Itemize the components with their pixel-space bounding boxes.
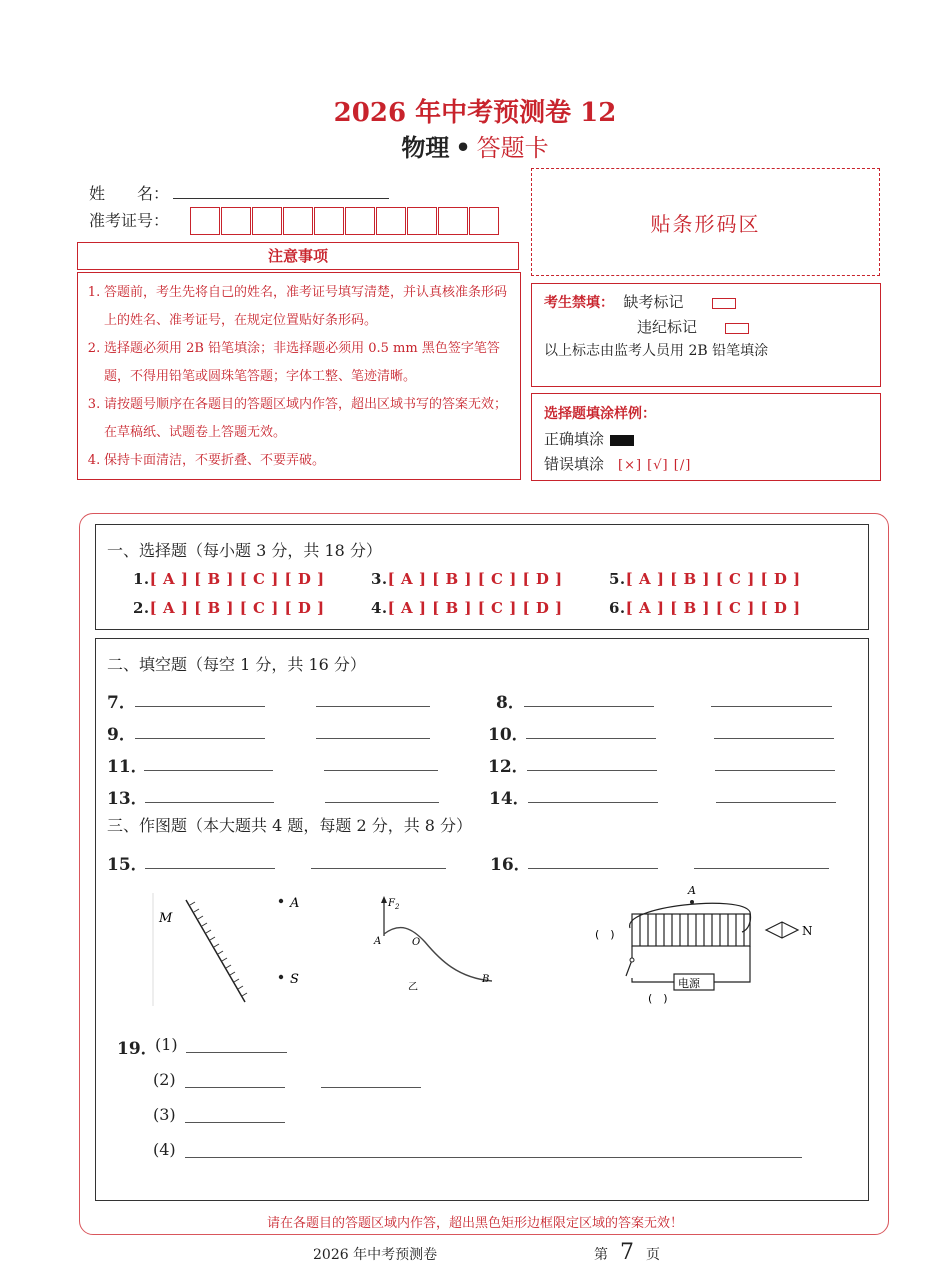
q8-blank1[interactable]: [524, 706, 654, 707]
q9-blank1[interactable]: [135, 738, 265, 739]
q13-blank2[interactable]: [325, 802, 439, 803]
q13-number: 13．: [107, 789, 148, 809]
name-label: 姓 名：: [89, 184, 170, 203]
q16-blank1[interactable]: [528, 868, 658, 869]
digit-box[interactable]: [190, 207, 220, 235]
q10-blank2[interactable]: [714, 738, 834, 739]
notice-item: 1. 答题前，考生先将自己的姓名，准考证号填写清楚，并认真核准条形码上的姓名、准考证号，在规定位置贴好条形码。: [87, 285, 508, 328]
wrong-marks-example: [×] [√] [/]: [618, 458, 692, 473]
answer-area-warning: 请在各题目的答题区域内作答，超出黑色矩形边框限定区域的答案无效！: [266, 1216, 683, 1231]
force-curve-diagram[interactable]: [370, 890, 500, 990]
filled-mark-example: [610, 435, 634, 446]
choice-q2[interactable]: 2.[ A ] [ B ] [ C ] [ D ]: [133, 599, 325, 617]
q19-part1-label: (1): [155, 1035, 178, 1054]
label-m: M: [159, 911, 173, 926]
label-coil-a: A: [688, 884, 696, 897]
label-f2: $F_2$: [388, 898, 400, 911]
label-o: O: [412, 937, 421, 948]
label-curve-a: A: [374, 936, 382, 947]
q14-blank2[interactable]: [716, 802, 836, 803]
choice-q6[interactable]: 6.[ A ] [ B ] [ C ] [ D ]: [609, 599, 801, 617]
notice-item: 2. 选择题必须用 2B 铅笔填涂；非选择题必须用 0.5 mm 黑色签字笔答题，不得用铅笔或圆珠笔答题；字体工整、笔迹清晰。: [87, 341, 500, 384]
q8-blank2[interactable]: [711, 706, 832, 707]
q19-part3-label: (3): [153, 1105, 176, 1124]
forbidden-box: [531, 283, 881, 387]
digit-box[interactable]: [345, 207, 375, 235]
solenoid-diagram[interactable]: [592, 882, 832, 1007]
q10-blank1[interactable]: [526, 738, 656, 739]
choice-q4[interactable]: 4.[ A ] [ B ] [ C ] [ D ]: [371, 599, 563, 617]
absent-mark-label: 缺考标记: [623, 293, 684, 311]
q19-part2-label: (2): [153, 1070, 176, 1089]
sample-box: [531, 393, 881, 481]
forbidden-note: 以上标志由监考人员用 2B 铅笔填涂: [544, 343, 769, 359]
page-number: 第 7 页: [594, 1240, 660, 1265]
section3-title: 三、作图题（本大题共 4 题，每题 2 分，共 8 分）: [107, 816, 473, 835]
q15-blank1[interactable]: [145, 868, 275, 869]
q12-blank1[interactable]: [527, 770, 657, 771]
q19-part2-blank2[interactable]: [321, 1087, 421, 1088]
digit-box[interactable]: [469, 207, 499, 235]
digit-box[interactable]: [314, 207, 344, 235]
q19-part3-blank[interactable]: [185, 1122, 285, 1123]
mirror-diagram[interactable]: [148, 888, 318, 1013]
subtitle: [0, 128, 950, 163]
wrong-label: 错误填涂: [544, 455, 605, 473]
q12-number: 12．: [488, 757, 529, 777]
q16-number: 16．: [490, 855, 531, 875]
forbidden-label: 考生禁填：: [544, 295, 614, 311]
section1-title: 一、选择题（每小题 3 分，共 18 分）: [107, 541, 382, 560]
q7-blank2[interactable]: [316, 706, 430, 707]
q11-blank1[interactable]: [144, 770, 273, 771]
q19-part1-blank[interactable]: [186, 1052, 287, 1053]
q11-blank2[interactable]: [324, 770, 438, 771]
card-type: 答题卡: [476, 134, 549, 162]
q10-number: 10．: [488, 725, 529, 745]
footer-exam-name: 2026 年中考预测卷: [313, 1247, 438, 1263]
section2-title: 二、填空题（每空 1 分，共 16 分）: [107, 655, 366, 674]
page-title: 2026 年中考预测卷 12: [333, 98, 617, 128]
sample-label: 选择题填涂样例：: [544, 406, 656, 422]
caption-yi: 乙: [408, 982, 418, 990]
q19-part4-label: (4): [153, 1140, 176, 1159]
q11-number: 11．: [107, 757, 148, 777]
name-field[interactable]: [173, 198, 389, 199]
power-label: 电源: [678, 977, 700, 990]
notice-body: [77, 272, 521, 480]
q13-blank1[interactable]: [145, 802, 274, 803]
q7-blank1[interactable]: [135, 706, 265, 707]
barcode-area: 贴条形码区: [531, 168, 880, 276]
violation-mark-label: 违纪标记: [637, 318, 698, 336]
subject: 物理: [401, 133, 450, 162]
label-b: B: [482, 974, 490, 985]
digit-box[interactable]: [438, 207, 468, 235]
exam-number-boxes[interactable]: [190, 207, 500, 235]
q14-number: 14．: [489, 789, 530, 809]
absent-mark-box[interactable]: [712, 298, 736, 309]
violation-mark-box[interactable]: [725, 323, 749, 334]
bracket-bottom: ( ): [648, 992, 668, 1005]
q15-number: 15．: [107, 855, 148, 875]
notice-item: 4. 保持卡面清洁，不要折叠、不要弄破。: [87, 453, 326, 468]
digit-box[interactable]: [221, 207, 251, 235]
q16-blank2[interactable]: [694, 868, 829, 869]
label-n: N: [802, 924, 813, 938]
q19-number: 19．: [117, 1039, 158, 1059]
choice-q5[interactable]: 5.[ A ] [ B ] [ C ] [ D ]: [609, 570, 801, 588]
q19-part2-blank1[interactable]: [185, 1087, 285, 1088]
bracket-left: ( ): [595, 928, 615, 941]
separator: •: [455, 133, 471, 162]
q19-part4-blank[interactable]: [185, 1157, 802, 1158]
q9-number: 9．: [107, 725, 136, 745]
q15-blank2[interactable]: [311, 868, 446, 869]
digit-box[interactable]: [283, 207, 313, 235]
digit-box[interactable]: [407, 207, 437, 235]
correct-label: 正确填涂: [544, 430, 605, 448]
q7-number: 7．: [107, 693, 136, 713]
q14-blank1[interactable]: [528, 802, 658, 803]
q9-blank2[interactable]: [316, 738, 430, 739]
label-s: S: [290, 972, 299, 987]
exam-number-label: 准考证号：: [89, 211, 170, 230]
choice-q3[interactable]: 3.[ A ] [ B ] [ C ] [ D ]: [371, 570, 563, 588]
q8-number: 8．: [496, 693, 525, 713]
digit-box[interactable]: [376, 207, 406, 235]
notice-item: 3. 请按题号顺序在各题目的答题区域内作答，超出区域书写的答案无效；在草稿纸、试题卷上答题无效。: [87, 397, 508, 440]
notice-heading: 注意事项: [77, 242, 519, 270]
label-a: A: [290, 896, 300, 911]
choice-q1[interactable]: 1.[ A ] [ B ] [ C ] [ D ]: [133, 570, 325, 588]
q12-blank2[interactable]: [715, 770, 835, 771]
digit-box[interactable]: [252, 207, 282, 235]
